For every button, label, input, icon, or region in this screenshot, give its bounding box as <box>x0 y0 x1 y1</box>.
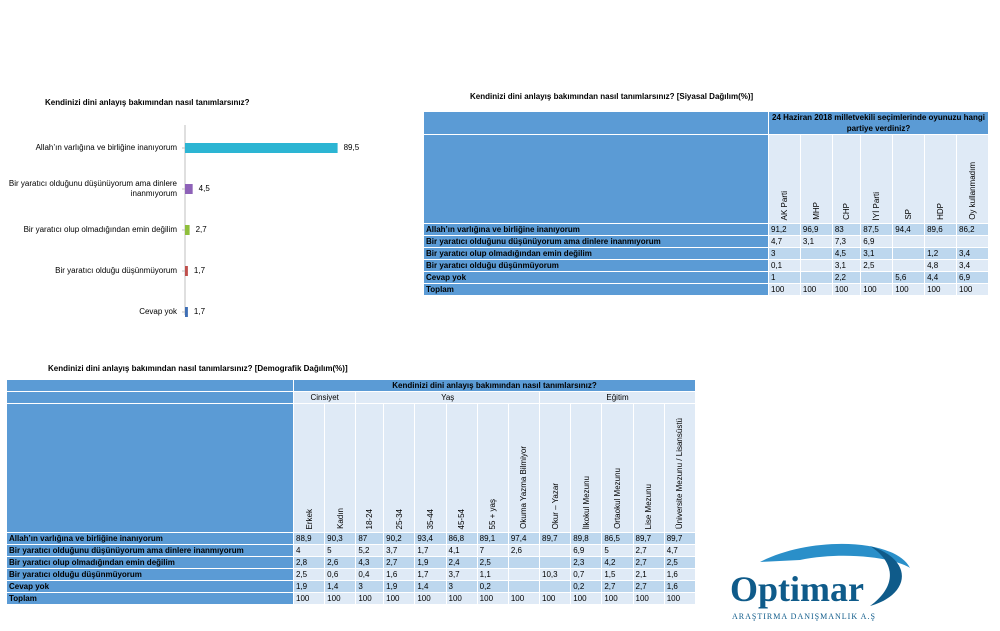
row-label: Bir yaratıcı olup olmadığından emin değilim <box>7 557 294 569</box>
column-header <box>664 404 695 533</box>
column-header <box>769 135 801 224</box>
column-header <box>384 404 415 533</box>
column-header-label: SP <box>904 209 914 220</box>
table-header: Kendinizi dini anlayış bakımından nasıl tanımlarsınız? <box>294 380 696 392</box>
table-cell: 100 <box>664 593 695 605</box>
column-header <box>325 404 356 533</box>
table-cell: 2,7 <box>633 581 664 593</box>
table-cell: 2,5 <box>477 557 508 569</box>
table-cell: 100 <box>325 593 356 605</box>
table-row <box>7 593 696 605</box>
column-header <box>446 404 477 533</box>
row-label: Bir yaratıcı olduğunu düşünüyorum ama dinlere inanmıyorum <box>424 236 769 248</box>
column-header-label: Lise Mezunu <box>644 483 654 529</box>
table-cell <box>800 248 832 260</box>
table-cell: 1,6 <box>664 581 695 593</box>
table-cell: 3 <box>356 581 384 593</box>
column-header <box>508 404 539 533</box>
table-row <box>424 260 989 272</box>
value-label: 1,7 <box>193 307 206 316</box>
table-cell: 5 <box>602 545 633 557</box>
value-label: 4,5 <box>198 184 210 193</box>
table-cell <box>957 236 989 248</box>
table-cell: 6,9 <box>861 236 893 248</box>
table-cell: 97,4 <box>508 533 539 545</box>
table-cell <box>508 569 539 581</box>
row-label: Toplam <box>424 284 769 296</box>
table-cell <box>861 272 893 284</box>
table-cell: 100 <box>769 284 801 296</box>
table-cell: 1,9 <box>294 581 325 593</box>
column-header <box>477 404 508 533</box>
table-cell: 0,7 <box>571 569 602 581</box>
table-cell: 86,8 <box>446 533 477 545</box>
table-cell: 3,1 <box>832 260 860 272</box>
column-header <box>832 135 860 224</box>
table-cell: 6,9 <box>571 545 602 557</box>
bar <box>185 184 193 194</box>
column-header-label: İlkokul Mezunu <box>581 475 591 529</box>
table-row <box>424 224 989 236</box>
category-label: Bir yaratıcı olduğunu düşünüyorum ama dinlere inanmıyorum <box>8 179 177 198</box>
table-cell: 3,4 <box>957 260 989 272</box>
row-label: Cevap yok <box>7 581 294 593</box>
column-header-label: Oy kullanmadım <box>968 162 977 220</box>
column-header <box>957 135 989 224</box>
table-cell <box>893 248 925 260</box>
table-cell: 2,6 <box>325 557 356 569</box>
table-cell: 100 <box>893 284 925 296</box>
table-cell: 2,7 <box>633 557 664 569</box>
bar <box>185 143 338 153</box>
bar-chart-title: Kendinizi dini anlayış bakımından nasıl tanımlarsınız? <box>45 98 250 107</box>
table-cell: 1,2 <box>925 248 957 260</box>
table-cell: 0,1 <box>769 260 801 272</box>
table-row <box>424 284 989 296</box>
table-cell: 2,5 <box>861 260 893 272</box>
table-cell: 100 <box>861 284 893 296</box>
table-cell: 0,6 <box>325 569 356 581</box>
table-cell: 100 <box>384 593 415 605</box>
table-cell <box>508 557 539 569</box>
table-cell: 88,9 <box>294 533 325 545</box>
political-table <box>423 111 989 296</box>
table-cell: 7,3 <box>832 236 860 248</box>
group-header: Cinsiyet <box>294 392 356 404</box>
table-header: 24 Haziran 2018 milletvekili seçimlerinde oyunuzu hangi partiye verdiniz? <box>769 112 989 135</box>
table-row <box>424 248 989 260</box>
row-label: Allah’ın varlığına ve birliğine inanıyorum <box>424 224 769 236</box>
table-cell: 90,3 <box>325 533 356 545</box>
column-header <box>893 135 925 224</box>
table-cell: 2,4 <box>446 557 477 569</box>
optimar-logo <box>720 540 920 625</box>
table-cell: 5,2 <box>356 545 384 557</box>
table-cell: 1,6 <box>384 569 415 581</box>
table-cell: 5 <box>325 545 356 557</box>
table-cell: 100 <box>602 593 633 605</box>
table-cell <box>540 557 571 569</box>
table-cell: 83 <box>832 224 860 236</box>
table-cell: 100 <box>508 593 539 605</box>
table-cell: 89,6 <box>925 224 957 236</box>
table-cell: 4,1 <box>446 545 477 557</box>
table-cell: 2,5 <box>664 557 695 569</box>
table-cell: 0,2 <box>571 581 602 593</box>
column-header-label: 35-44 <box>425 508 435 529</box>
table-cell: 94,4 <box>893 224 925 236</box>
table-cell: 1,6 <box>664 569 695 581</box>
table-cell: 4,2 <box>602 557 633 569</box>
table-cell: 1,4 <box>415 581 446 593</box>
column-header-label: Okur – Yazar <box>550 482 560 529</box>
column-header <box>356 404 384 533</box>
bar-chart <box>0 110 420 330</box>
column-header <box>294 404 325 533</box>
column-header-label: 55 + yaş <box>488 498 498 529</box>
table-cell: 4 <box>294 545 325 557</box>
table-cell: 89,1 <box>477 533 508 545</box>
table-cell: 1,9 <box>415 557 446 569</box>
table-cell: 4,7 <box>769 236 801 248</box>
table-cell <box>540 545 571 557</box>
table-cell: 100 <box>356 593 384 605</box>
table-cell: 100 <box>415 593 446 605</box>
table-cell: 3,1 <box>800 236 832 248</box>
table-cell: 86,2 <box>957 224 989 236</box>
logo-subtitle: ARAŞTIRMA DANIŞMANLIK A.Ş <box>732 612 876 621</box>
table-cell: 1,9 <box>384 581 415 593</box>
table-cell: 2,1 <box>633 569 664 581</box>
table-cell: 5,6 <box>893 272 925 284</box>
table-cell: 100 <box>571 593 602 605</box>
table-cell: 1,1 <box>477 569 508 581</box>
table-cell: 1,4 <box>325 581 356 593</box>
row-label: Cevap yok <box>424 272 769 284</box>
value-label: 2,7 <box>195 225 207 234</box>
column-header-label: Erkek <box>304 508 314 529</box>
group-header: Eğitim <box>540 392 696 404</box>
column-header <box>602 404 633 533</box>
column-header-label: MHP <box>811 202 821 220</box>
table-cell: 2,3 <box>571 557 602 569</box>
table-cell: 91,2 <box>769 224 801 236</box>
category-label: Bir yaratıcı olduğu düşünmüyorum <box>55 266 177 275</box>
column-header-corner <box>7 404 294 533</box>
table-cell: 100 <box>957 284 989 296</box>
table-cell: 1 <box>769 272 801 284</box>
table-cell: 0,2 <box>477 581 508 593</box>
table-cell <box>925 236 957 248</box>
demographic-table-title: Kendinizi dini anlayış bakımından nasıl tanımlarsınız? [Demografik Dağılım(%)] <box>48 364 348 373</box>
table-row <box>7 581 696 593</box>
row-label: Bir yaratıcı olduğunu düşünüyorum ama dinlere inanmıyorum <box>7 545 294 557</box>
table-cell: 100 <box>446 593 477 605</box>
column-header-label: Ortaokul Mezunu <box>612 468 622 529</box>
column-header-label: Okuma Yazma Bilmiyor <box>519 446 529 529</box>
table-cell: 2,2 <box>832 272 860 284</box>
table-cell: 90,2 <box>384 533 415 545</box>
row-label: Bir yaratıcı olduğu düşünmüyorum <box>424 260 769 272</box>
table-cell: 7 <box>477 545 508 557</box>
table-cell: 100 <box>800 284 832 296</box>
column-header-label: İYİ Parti <box>872 191 882 220</box>
column-header <box>925 135 957 224</box>
table-cell: 89,7 <box>664 533 695 545</box>
table-cell: 1,7 <box>415 569 446 581</box>
table-cell: 10,3 <box>540 569 571 581</box>
table-cell: 2,7 <box>602 581 633 593</box>
column-header-label: 25-34 <box>394 508 404 529</box>
table-cell: 100 <box>294 593 325 605</box>
table-cell: 89,7 <box>540 533 571 545</box>
political-table-title: Kendinizi dini anlayış bakımından nasıl tanımlarsınız? [Siyasal Dağılım(%)] <box>470 92 754 101</box>
category-label: Allah’ın varlığına ve birliğine inanıyorum <box>35 143 177 152</box>
table-cell: 100 <box>832 284 860 296</box>
table-cell: 89,7 <box>633 533 664 545</box>
table-cell: 89,8 <box>571 533 602 545</box>
table-row <box>424 236 989 248</box>
column-header-label: 18-24 <box>365 508 375 529</box>
table-cell: 96,9 <box>800 224 832 236</box>
logo-name: Optimar <box>730 569 864 609</box>
table-cell: 87 <box>356 533 384 545</box>
value-label: 89,5 <box>343 143 360 152</box>
group-header: Yaş <box>356 392 540 404</box>
table-cell: 100 <box>633 593 664 605</box>
table-cell: 4,8 <box>925 260 957 272</box>
column-header-label: HDP <box>936 203 946 220</box>
table-cell: 4,5 <box>832 248 860 260</box>
table-cell: 3 <box>769 248 801 260</box>
table-cell: 1,7 <box>415 545 446 557</box>
value-label: 1,7 <box>193 266 206 275</box>
demographic-table <box>6 379 696 605</box>
header-corner <box>7 380 294 392</box>
table-cell <box>800 272 832 284</box>
column-header-label: Kadın <box>335 508 345 529</box>
table-cell: 1,5 <box>602 569 633 581</box>
table-cell: 2,8 <box>294 557 325 569</box>
table-cell <box>800 260 832 272</box>
table-cell: 100 <box>540 593 571 605</box>
table-cell: 4,4 <box>925 272 957 284</box>
table-cell: 100 <box>925 284 957 296</box>
table-cell: 100 <box>477 593 508 605</box>
header-corner <box>424 112 769 135</box>
column-header <box>571 404 602 533</box>
bar <box>185 266 188 276</box>
column-header <box>633 404 664 533</box>
table-row <box>7 545 696 557</box>
table-cell: 2,5 <box>294 569 325 581</box>
row-label: Bir yaratıcı olduğu düşünmüyorum <box>7 569 294 581</box>
table-cell: 4,3 <box>356 557 384 569</box>
table-cell: 2,6 <box>508 545 539 557</box>
category-label: Cevap yok <box>139 307 177 316</box>
column-header <box>415 404 446 533</box>
table-row <box>7 569 696 581</box>
table-cell: 86,5 <box>602 533 633 545</box>
column-header-label: AK Parti <box>779 190 789 220</box>
table-cell: 3,7 <box>446 569 477 581</box>
table-row <box>7 533 696 545</box>
bar <box>185 225 190 235</box>
table-cell: 93,4 <box>415 533 446 545</box>
table-cell <box>540 581 571 593</box>
table-cell: 2,7 <box>633 545 664 557</box>
table-cell: 3,4 <box>957 248 989 260</box>
column-header-label: CHP <box>842 203 852 220</box>
table-cell <box>893 260 925 272</box>
table-cell: 6,9 <box>957 272 989 284</box>
table-cell: 3,7 <box>384 545 415 557</box>
category-label: Bir yaratıcı olup olmadığından emin değilim <box>23 225 177 234</box>
bar <box>185 307 188 317</box>
column-header <box>800 135 832 224</box>
table-row <box>7 557 696 569</box>
table-cell: 4,7 <box>664 545 695 557</box>
table-cell: 3 <box>446 581 477 593</box>
column-header <box>861 135 893 224</box>
column-header <box>540 404 571 533</box>
column-header-label: 45-54 <box>457 508 467 529</box>
table-cell: 87,5 <box>861 224 893 236</box>
table-cell: 0,4 <box>356 569 384 581</box>
table-cell <box>893 236 925 248</box>
group-header-corner <box>7 392 294 404</box>
column-header-label: Üniversite Mezunu / Lisansüstü <box>675 417 685 529</box>
row-label: Allah’ın varlığına ve birliğine inanıyorum <box>7 533 294 545</box>
table-cell: 2,7 <box>384 557 415 569</box>
table-row <box>424 272 989 284</box>
table-cell: 3,1 <box>861 248 893 260</box>
row-label: Toplam <box>7 593 294 605</box>
table-cell <box>508 581 539 593</box>
row-label: Bir yaratıcı olup olmadığından emin değilim <box>424 248 769 260</box>
column-header-corner <box>424 135 769 224</box>
